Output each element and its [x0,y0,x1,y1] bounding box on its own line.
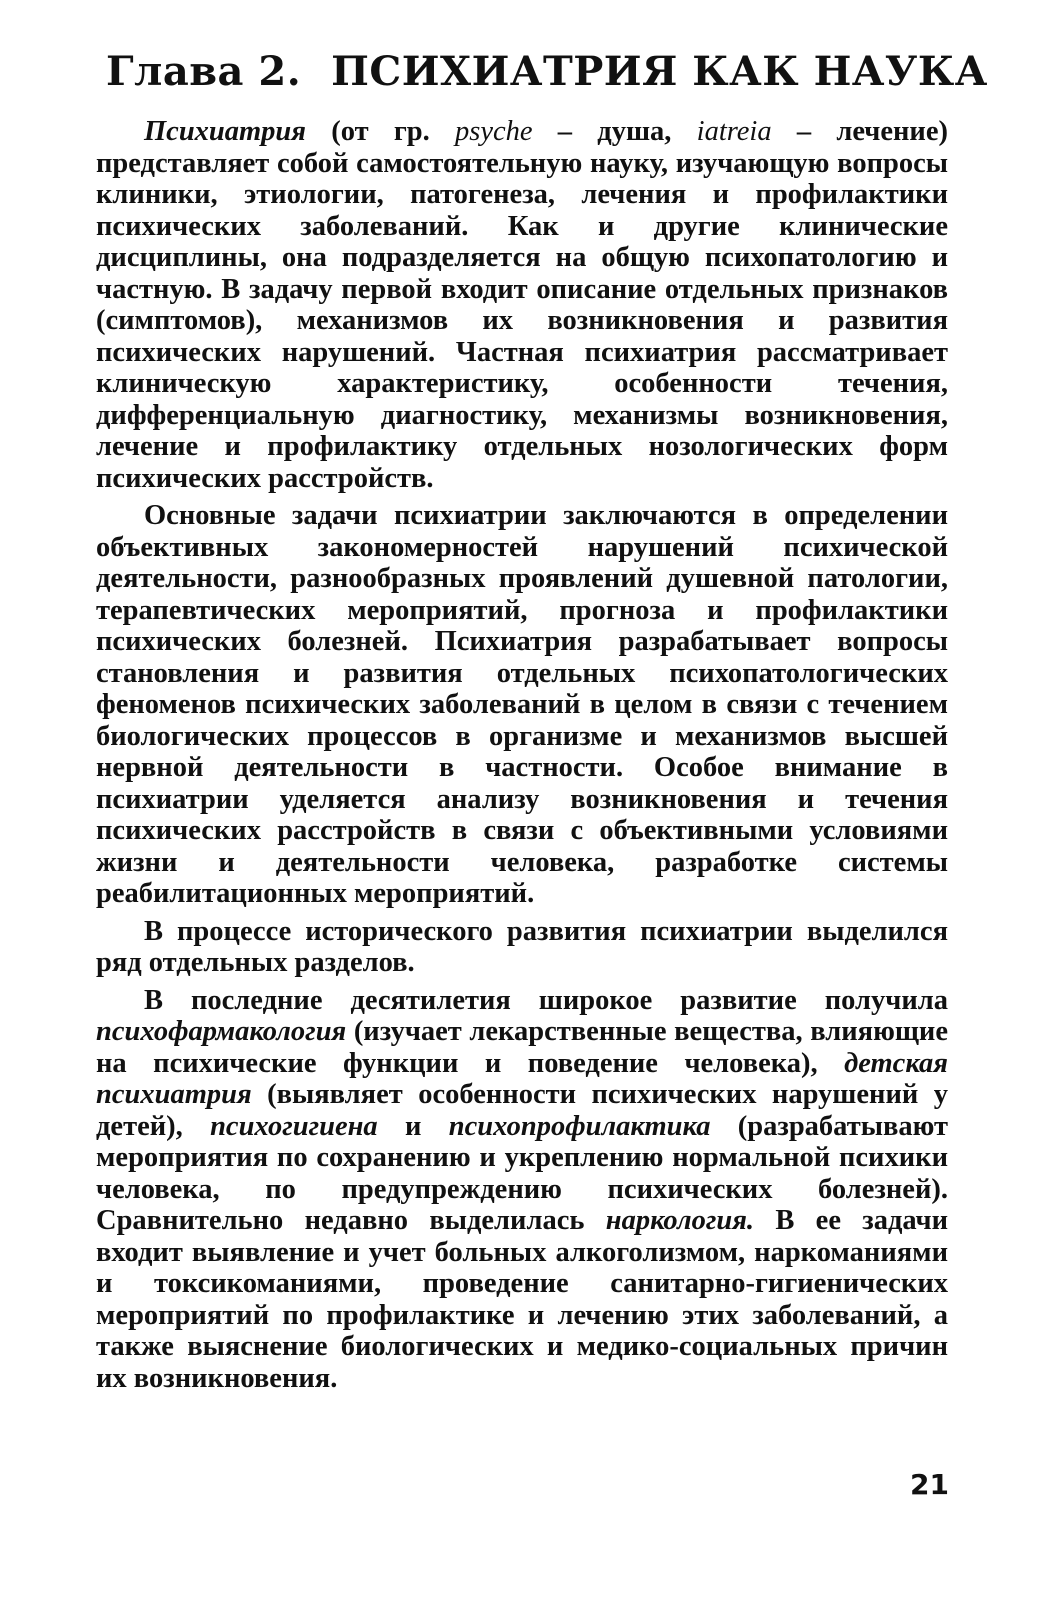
text-fragment: В ее задачи входит выявление и учет больных алкоголизмом, наркоманиями и токсикоманиями, проведение санитарно-гигиенических мероприятий по профилактике и лечению этих заболеваний, а также выяснение биологических и медико-социальных причин их возникновения. [96,1205,948,1394]
chapter-number: Глава 2. [106,48,302,95]
greek-word-iatreia: iatreia [696,116,772,147]
chapter-heading [106,46,988,98]
text-fragment: – душа, [532,116,697,147]
term-child-psychiatry: детская психиатрия [96,1047,948,1110]
page-number: 21 [910,1468,949,1501]
term-psychohygiene: психогигиена [210,1110,378,1142]
paragraph-tasks: Основные задачи психиатрии заключаются в определении объективных закономерностей нарушений психической деятельности, разнообразных проявлений душевной патологии, терапевтических мероприятий, прогноза и профилактики психических болезней. Психиатрия разрабатывает вопросы становления и развития отдельных психопатологических феноменов психических заболеваний в целом в связи с течением биологических процессов в организме и механизмов высшей нервной деятельности в частности. Особое внимание в психиатрии уделяется анализу возникновения и течения психических расстройств в связи с объективными условиями жизни и деятельности человека, разработке системы реабилитационных мероприятий. [96,500,948,909]
page-body [96,46,988,1400]
text-fragment: и [377,1110,449,1142]
term-psychopharmacology: психофармакология [96,1016,347,1047]
text-fragment: – лечение) представляет собой самостоятельную науку, изучающую вопросы клиники, этиологии, патогенеза, лечения и профилактики психических заболеваний. Как и другие клинические дисциплины, она подразделяется на общую психопатологию и частную. В задачу первой входит описание отдельных признаков (симптомов), механизмов их возникновения и развития психических нарушений. Частная психиатрия рассматривает клиническую характеристику, особенности течения, дифференциальную диагностику, механизмы возникновения, лечение и профилактику отдельных нозологических форм психических расстройств. [96,116,948,494]
paragraph-subfields [96,985,948,1395]
greek-word-psyche: psyche [455,116,533,147]
paragraph-definition [96,116,948,494]
chapter-title: ПСИХИАТРИЯ КАК НАУКА [331,48,988,95]
text-fragment: В последние десятилетия широкое развитие получила [144,984,948,1016]
paragraph-sections: В процессе исторического развития психиатрии выделился ряд отдельных разделов. [96,915,948,978]
term-psychoprophylaxis: психопрофилактика [448,1110,711,1142]
text-fragment: (изучает лекарственные вещества, влияющие на психические функции и поведение человека), [96,1016,948,1079]
text-fragment: (выявляет особенности психических нарушений у детей), [96,1079,948,1142]
text-fragment: (от гр. [305,116,455,147]
text-fragment: (разрабатывают мероприятия по сохранению и укреплению нормальной психики человека, по предупреждению психических болезней). Сравнительно недавно выделилась [96,1110,948,1236]
term-psychiatry: Психиатрия [144,116,306,147]
term-narcology: наркология. [605,1205,755,1236]
